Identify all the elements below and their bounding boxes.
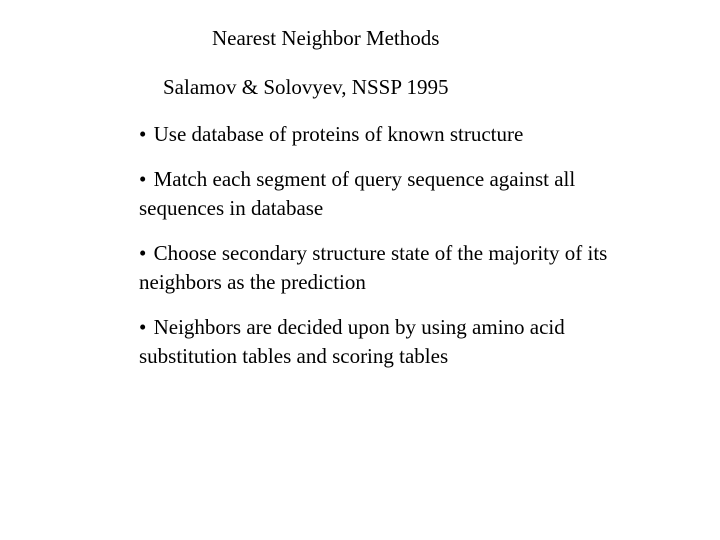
bullet-marker: • [139,167,147,191]
bullet-text: Use database of proteins of known structure [153,122,524,146]
bullet-item [139,120,659,149]
bullet-item [139,313,659,371]
bullet-list [139,120,659,387]
bullet-text: Neighbors are decided upon by using amino acid substitution tables and scoring tables [139,315,565,368]
bullet-marker: • [139,241,147,265]
bullet-item [139,165,659,223]
bullet-text: Match each segment of query sequence against all sequences in database [139,167,576,220]
bullet-marker: • [139,122,147,146]
slide-subtitle: Salamov & Solovyev, NSSP 1995 [163,75,449,99]
bullet-marker: • [139,315,147,339]
bullet-text: Choose secondary structure state of the majority of its neighbors as the prediction [139,241,608,294]
bullet-item [139,239,659,297]
slide-title: Nearest Neighbor Methods [212,26,440,50]
